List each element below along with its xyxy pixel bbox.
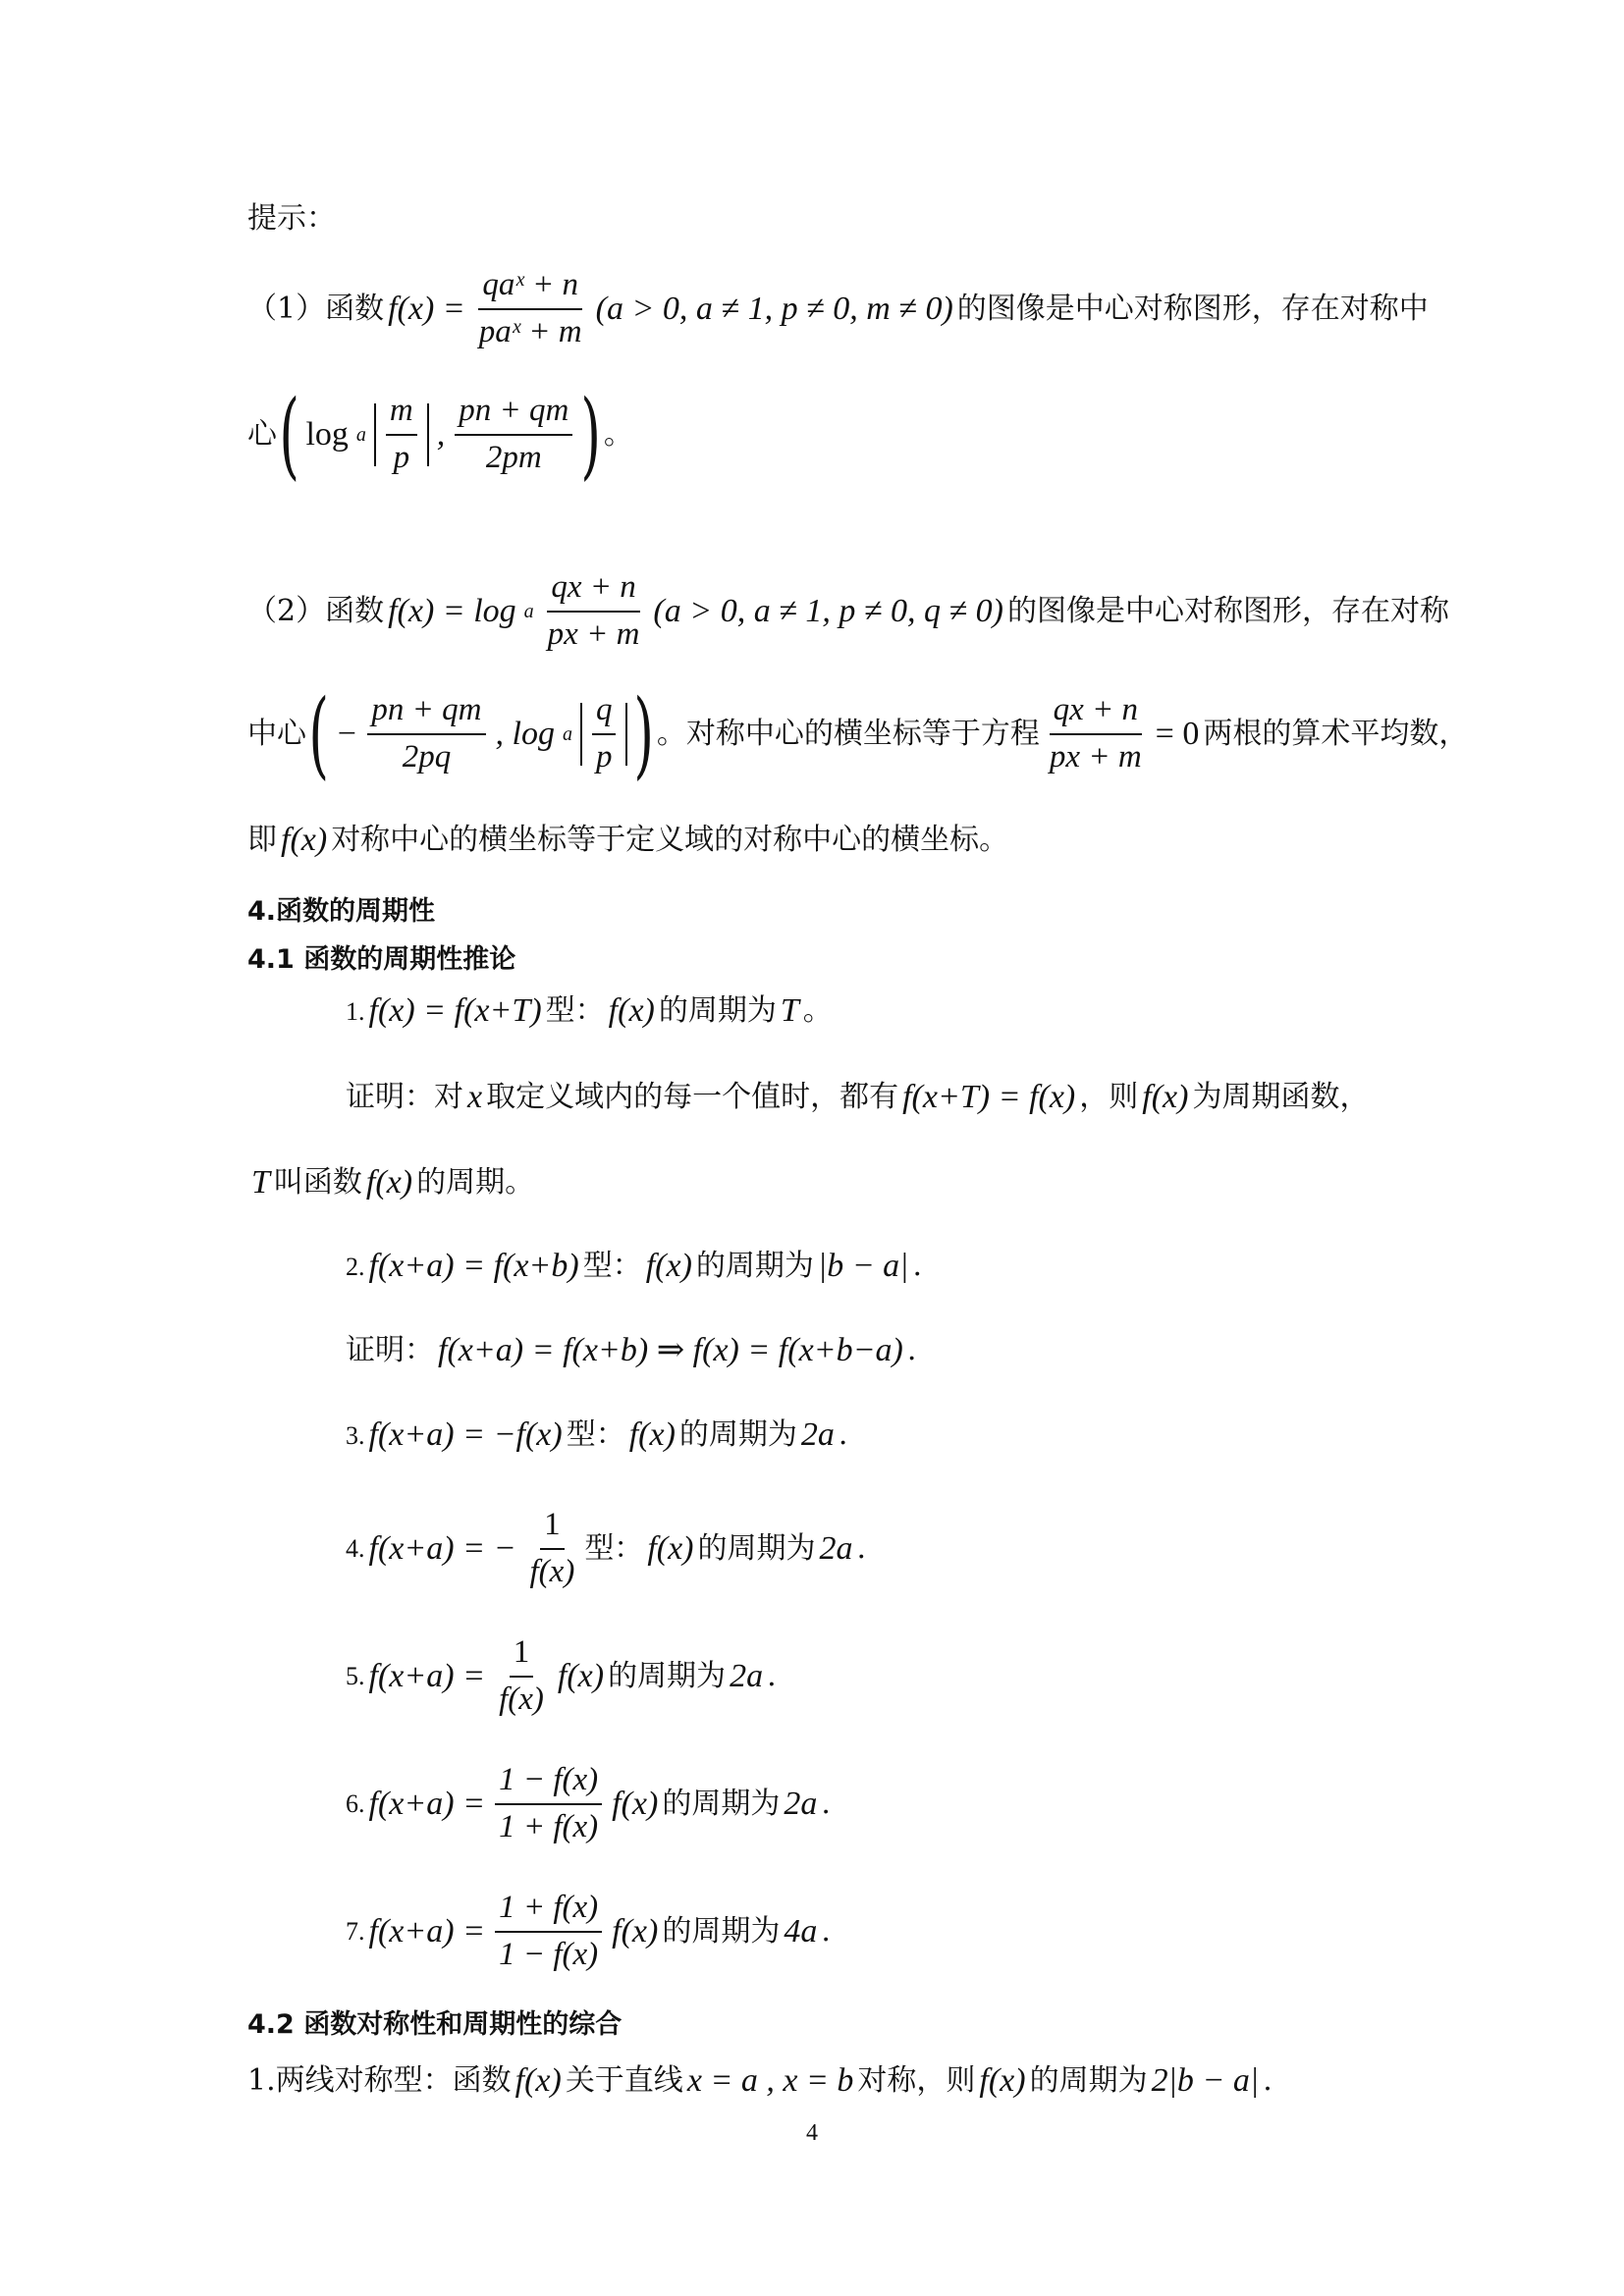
abs-bar	[374, 403, 376, 466]
property-4: 4. f(x+a) = − $\frac{1}{f(x)}$ 型： f(x) 的周期为 2a .	[346, 1507, 867, 1589]
item2-center-fraction: $\frac{pn + qm}{2pq}$	[367, 692, 485, 776]
section-heading: 4.函数的周期性	[247, 896, 436, 927]
item2-line3: 即 f(x) 对称中心的横坐标等于定义域的对称中心的横坐标。	[247, 822, 1009, 858]
item2-abs-fraction: $\frac{q}{p}$	[592, 692, 617, 776]
property-7-fraction: $\frac{1 + f(x)}{1 - f(x)}$	[495, 1890, 602, 1974]
property-7: 7. f(x+a) = $\frac{1 + f(x)}{1 - f(x)}$ f(x) 的周期为 4a .	[346, 1890, 831, 1972]
proof-1-line1: 证明：对 x 取定义域内的每一个值时，都有 f(x+T) = f(x) ，则 f(x) 为周期函数，	[346, 1079, 1370, 1115]
proof-1-line2: T 叫函数 f(x) 的周期。	[251, 1164, 535, 1201]
item1-line1: （1）函数 f(x) = $\frac{\text{qaˣ + n}}{\text{paˣ + m}}$ (a > 0, a ≠ 1, p ≠ 0, m ≠ 0) 的图像是中心对称图形，存在对称中	[247, 267, 1429, 349]
property-4-fraction: $\frac{1}{f(x)}$	[529, 1507, 575, 1589]
subsection-heading: 4.2 函数对称性和周期性的综合	[247, 2009, 623, 2040]
abs-bar	[625, 703, 627, 766]
property-2: 2. f(x+a) = f(x+b) 型： f(x) 的周期为 |b − a| .	[346, 1248, 923, 1284]
proof-2: 证明： f(x+a) = f(x+b) ⇒ f(x) = f(x+b−a) .	[346, 1332, 917, 1368]
item2-fraction: $\frac{qx + n}{px + m}$	[547, 569, 640, 652]
right-paren: )	[580, 380, 602, 490]
left-paren: (	[308, 679, 330, 789]
right-paren: )	[633, 679, 655, 789]
property-6: 6. f(x+a) = $\frac{1 - f(x)}{1 + f(x)}$ f(x) 的周期为 2a .	[346, 1762, 831, 1844]
property-5-fraction: $\frac{1}{f(x)}$	[499, 1634, 544, 1717]
symmetry-period-1: 1.两线对称型：函数 f(x) 关于直线 x = a , x = b 对称，则 f(x) 的周期为 2|b − a| .	[247, 2062, 1272, 2099]
property-3: 3. f(x+a) = −f(x) 型： f(x) 的周期为 2a .	[346, 1416, 848, 1453]
item1-center-fraction: $\frac{pn + qm}{2pm}$	[455, 393, 572, 477]
item2-equation-fraction: $\frac{qx + n}{px + m}$	[1049, 692, 1142, 774]
subsection-heading: 4.1 函数的周期性推论	[247, 944, 516, 975]
item1-line2: 心 ( log a $\frac{m}{p}$ , $\frac{pn + qm}{2pm}$ ) 。	[247, 380, 633, 490]
property-5: 5. f(x+a) = $\frac{1}{f(x)}$ f(x) 的周期为 2a .	[346, 1634, 777, 1717]
left-paren: (	[279, 380, 300, 490]
item2-line2: 中心 ( − $\frac{pn + qm}{2pq}$ , log a $\frac{q}{p}$ ) 。对称中心的横坐标等于方程 $\frac{qx + n}{px + m}$ = 0 两根的算术平均数，	[247, 679, 1469, 789]
property-6-fraction: $\frac{1 - f(x)}{1 + f(x)}$	[495, 1762, 602, 1846]
abs-bar	[580, 703, 582, 766]
property-1: 1. f(x) = f(x+T) 型： f(x) 的周期为 T 。	[346, 992, 833, 1029]
page-number: 4	[806, 2120, 818, 2146]
hint-title: 提示：	[247, 201, 336, 236]
item1-abs-fraction: $\frac{m}{p}$	[386, 393, 417, 477]
item2-line1: （2）函数 f(x) = log a $\frac{qx + n}{px + m}$ (a > 0, a ≠ 1, p ≠ 0, q ≠ 0) 的图像是中心对称图形，存在对称	[247, 569, 1449, 652]
item1-fraction: $\frac{\text{qaˣ + n}}{\text{paˣ + m}}$	[478, 267, 582, 349]
abs-bar	[427, 403, 429, 466]
